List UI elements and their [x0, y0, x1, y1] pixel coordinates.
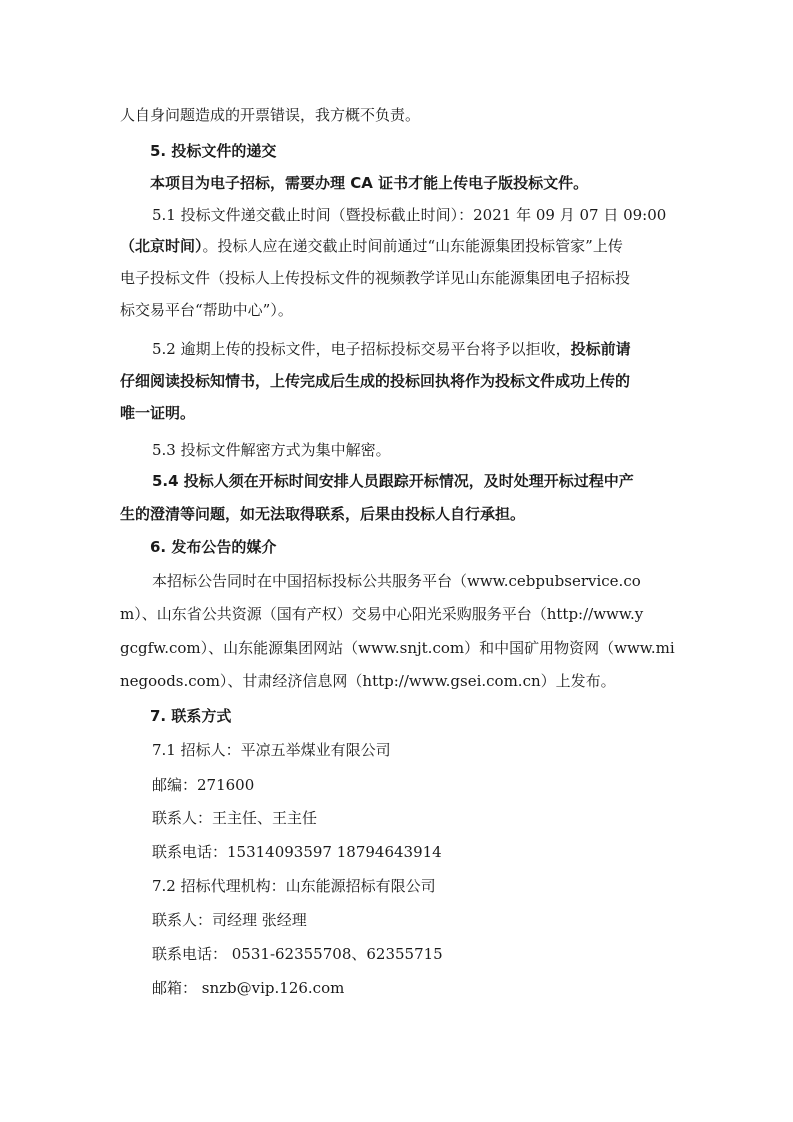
- tenderer-contact: 联系人：王主任、王主任: [152, 809, 318, 827]
- clause-5-4-line-2: 生的澄清等问题，如无法取得联系，后果由投标人自行承担。: [120, 505, 526, 523]
- postal-code: 邮编：271600: [152, 776, 255, 794]
- media-line-2: m）、山东省公共资源（国有产权）交易中心阳光采购服务平台（http://www.y: [120, 605, 644, 623]
- clause-5-2-line-2: 仔细阅读投标知情书，上传完成后生成的投标回执将作为投标文件成功上传的: [120, 372, 631, 390]
- tenderer: 7.1 招标人：平凉五举煤业有限公司: [152, 741, 391, 759]
- tenderer-phone: 联系电话：15314093597 18794643914: [152, 843, 442, 861]
- clause-5-2-line-1: [152, 339, 631, 359]
- beijing-time-label: （北京时间）: [120, 237, 203, 255]
- electronic-bid-notice: 本项目为电子招标，需要办理 CA 证书才能上传电子版投标文件。: [150, 174, 589, 192]
- clause-5-3: 5.3 投标文件解密方式为集中解密。: [152, 441, 391, 459]
- clause-5-1-line-1: 5.1 投标文件递交截止时间（暨投标截止时间）：2021 年 09 月 07 日 09:00: [152, 206, 667, 224]
- media-line-3: gcgfw.com）、山东能源集团网站（www.snjt.com）和中国矿用物资网（www.mi: [120, 639, 675, 657]
- paragraph-continuation: 人自身问题造成的开票错误，我方概不负责。: [120, 106, 421, 124]
- agency: 7.2 招标代理机构：山东能源招标有限公司: [152, 877, 436, 895]
- media-line-1: 本招标公告同时在中国招标投标公共服务平台（www.cebpubservice.co: [152, 572, 641, 590]
- section-6-heading: 6. 发布公告的媒介: [150, 538, 277, 556]
- clause-5-1-line-2: [120, 236, 623, 256]
- section-5-heading: 5. 投标文件的递交: [150, 142, 277, 160]
- clause-5-1-line-2-rest: 。投标人应在递交截止时间前通过“山东能源集团投标管家”上传: [202, 237, 623, 255]
- clause-5-1-line-4: 标交易平台“帮助中心”）。: [120, 301, 293, 319]
- section-7-heading: 7. 联系方式: [150, 707, 232, 725]
- agency-email: 邮箱： snzb@vip.126.com: [152, 979, 345, 997]
- clause-5-2-bold-start: 投标前请: [570, 340, 631, 358]
- clause-5-4-line-1: 5.4 投标人须在开标时间安排人员跟踪开标情况，及时处理开标过程中产: [152, 472, 634, 490]
- agency-phone: 联系电话： 0531-62355708、62355715: [152, 945, 443, 963]
- clause-5-2-plain: 5.2 逾期上传的投标文件，电子招标投标交易平台将予以拒收，: [152, 340, 571, 358]
- agency-contact: 联系人：司经理 张经理: [152, 911, 307, 929]
- clause-5-1-line-3: 电子投标文件（投标人上传投标文件的视频教学详见山东能源集团电子招标投: [120, 269, 631, 287]
- clause-5-2-line-3: 唯一证明。: [120, 404, 196, 422]
- media-line-4: negoods.com）、甘肃经济信息网（http://www.gsei.com.cn）上发布。: [120, 672, 616, 690]
